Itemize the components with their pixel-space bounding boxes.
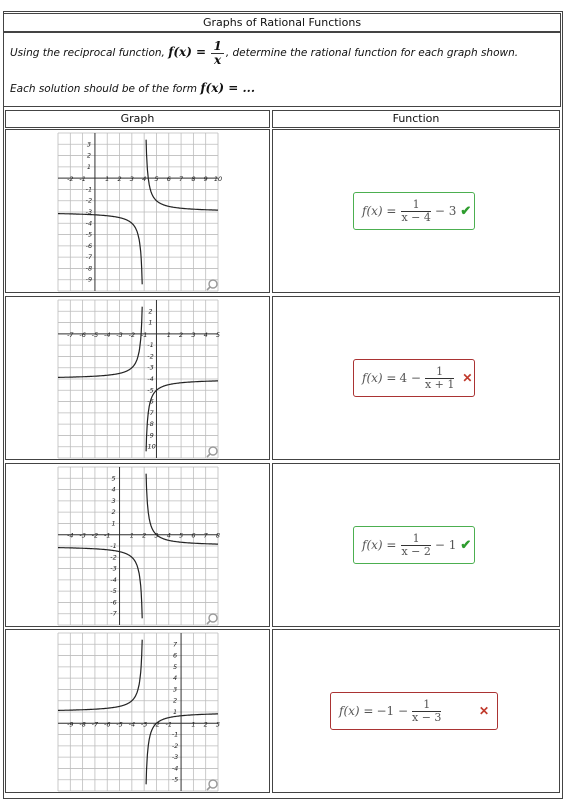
instruction-fx: f(x) = [168, 45, 207, 60]
answer-numerator: 1 [401, 533, 430, 546]
answer-numerator: 1 [401, 199, 430, 212]
form-note-fx: f(x) = ... [200, 81, 255, 95]
x-tick-label: -3 [116, 330, 123, 339]
y-tick-label: 2 [86, 151, 91, 160]
graph-cell [5, 463, 270, 627]
x-tick-label: 4 [166, 531, 171, 540]
x-tick-label: -6 [103, 720, 111, 729]
y-tick-label: 1 [111, 519, 116, 528]
x-tick-label: -6 [79, 330, 86, 339]
y-tick-label: 3 [173, 685, 178, 694]
x-tick-label: 5 [154, 175, 159, 184]
x-tick-label: 2 [179, 330, 184, 339]
grid [58, 633, 221, 791]
x-tick-label: 4 [142, 175, 147, 184]
y-tick-label: -8 [147, 420, 154, 429]
y-tick-label: -10 [145, 442, 156, 451]
y-tick-label: 1 [148, 318, 153, 327]
table-title: Graphs of Rational Functions [3, 13, 561, 32]
instruction-prefix: Using the reciprocal function, [10, 47, 169, 60]
x-tick-label: -4 [103, 330, 111, 339]
magnifier-icon[interactable] [207, 780, 217, 790]
x-tick-label: -1 [103, 531, 111, 540]
fraction-denominator: x [214, 52, 222, 67]
y-tick-label: -7 [110, 609, 117, 618]
x-tick-label: 3 [129, 175, 134, 184]
x-tick-label: 2 [203, 720, 208, 729]
answer-denominator: x − 4 [401, 210, 431, 224]
y-tick-label: -4 [147, 375, 154, 383]
x-tick-label: 5 [215, 330, 221, 339]
check-icon: ✔ [460, 203, 472, 219]
answer-post: − 3 [434, 204, 457, 218]
x-tick-label: 8 [215, 531, 221, 540]
y-tick-label: -1 [85, 185, 93, 194]
x-tick-label: -1 [165, 720, 173, 729]
answer-fraction [401, 199, 430, 223]
x-tick-label: -4 [67, 531, 74, 540]
x-tick-label: -2 [91, 531, 99, 540]
fraction-numerator: 1 [213, 39, 222, 53]
instruction-text [10, 40, 518, 66]
grid [58, 467, 221, 625]
x-tick-label: -5 [116, 720, 123, 729]
y-tick-label: -6 [85, 241, 93, 250]
y-tick-label: -5 [171, 775, 179, 784]
graph-plot [6, 130, 269, 292]
x-tick-label: 3 [154, 531, 159, 540]
x-tick-label: 5 [179, 531, 184, 540]
y-tick-label: -6 [147, 397, 154, 406]
y-tick-label: -7 [85, 253, 93, 262]
y-tick-label: -5 [110, 587, 117, 596]
x-tick-label: 1 [129, 531, 134, 540]
grid [58, 300, 221, 458]
x-tick-label: 2 [142, 531, 147, 540]
y-tick-label: -5 [85, 230, 93, 239]
answer-pre: −1 − [376, 704, 409, 718]
x-tick-label: 3 [215, 720, 221, 729]
cross-icon: ✕ [462, 371, 473, 385]
y-tick-label: 4 [111, 485, 116, 494]
answer-box[interactable] [353, 192, 475, 230]
y-tick-label: -1 [110, 542, 117, 550]
x-tick-label: 2 [117, 175, 122, 184]
answer-denominator: x − 3 [412, 710, 442, 724]
y-tick-label: 4 [173, 674, 178, 683]
y-tick-label: 2 [173, 696, 178, 705]
y-tick-label: -1 [171, 730, 179, 739]
y-tick-label: -4 [110, 575, 117, 584]
x-tick-label: 7 [203, 531, 208, 540]
x-tick-label: 1 [105, 175, 110, 184]
x-tick-label: 8 [191, 175, 196, 184]
y-tick-label: -3 [147, 363, 154, 372]
answer-numerator: 1 [425, 366, 454, 379]
x-tick-label: -3 [79, 531, 86, 540]
x-tick-label: -2 [67, 175, 74, 184]
y-tick-label: 2 [148, 307, 153, 316]
y-tick-label: -3 [85, 208, 93, 216]
answer-fraction [412, 699, 441, 723]
y-tick-label: 3 [86, 140, 91, 149]
graph-cell [5, 296, 270, 460]
y-tick-label: -7 [147, 408, 154, 417]
y-tick-label: 1 [173, 708, 178, 716]
y-tick-label: 1 [86, 162, 91, 171]
y-tick-label: -4 [171, 764, 179, 773]
y-tick-label: -2 [147, 352, 154, 361]
x-tick-label: -7 [91, 720, 99, 729]
magnifier-icon[interactable] [207, 614, 217, 624]
y-tick-label: -2 [110, 553, 117, 562]
graph-plot [6, 464, 269, 626]
x-tick-label: -4 [128, 720, 136, 729]
function-cell [272, 129, 560, 293]
y-tick-label: -1 [147, 341, 154, 350]
y-tick-label: -2 [171, 741, 179, 750]
graph-plot [6, 630, 269, 792]
answer-lhs: f(x) = [362, 371, 397, 385]
answer-fraction [401, 533, 430, 557]
x-tick-label: -3 [140, 720, 148, 729]
answer-denominator: x − 2 [401, 544, 431, 558]
column-header-function: Function [272, 110, 560, 128]
x-tick-label: -7 [67, 330, 74, 339]
x-tick-label: 4 [203, 330, 208, 339]
y-tick-label: -6 [110, 598, 117, 607]
y-tick-label: -5 [147, 386, 154, 395]
function-cell [272, 296, 560, 460]
answer-lhs: f(x) = [339, 704, 374, 718]
y-tick-label: 5 [111, 474, 116, 483]
answer-box[interactable] [330, 692, 498, 730]
cross-icon: ✕ [478, 704, 489, 718]
graph-cell [5, 129, 270, 293]
x-tick-label: -1 [79, 175, 86, 184]
answer-post: − 1 [434, 538, 457, 552]
x-tick-label: -2 [128, 330, 136, 339]
answer-fraction [425, 366, 454, 390]
y-tick-label: -9 [147, 431, 154, 440]
instruction-suffix: , determine the rational function for each graph shown. [225, 47, 519, 60]
y-tick-label: 2 [111, 508, 116, 517]
column-header-graph: Graph [5, 110, 270, 128]
x-tick-label: -1 [140, 330, 148, 339]
y-tick-label: -9 [85, 275, 93, 284]
check-icon: ✔ [460, 537, 472, 553]
answer-lhs: f(x) = [362, 538, 397, 552]
grid [58, 133, 218, 291]
x-tick-label: -5 [91, 330, 99, 339]
function-cell [272, 629, 560, 793]
x-tick-label: 10 [213, 175, 223, 184]
x-tick-label: 1 [191, 720, 196, 729]
magnifier-icon[interactable] [207, 280, 217, 290]
magnifier-icon[interactable] [207, 447, 217, 457]
form-note [10, 81, 255, 95]
x-tick-label: 9 [203, 175, 208, 184]
function-cell [272, 463, 560, 627]
x-tick-label: -9 [67, 720, 74, 729]
y-tick-label: -3 [110, 564, 117, 573]
y-tick-label: -3 [171, 753, 179, 762]
x-tick-label: 6 [191, 531, 196, 540]
answer-box[interactable] [353, 359, 475, 397]
answer-numerator: 1 [412, 699, 441, 712]
x-tick-label: 3 [191, 330, 196, 339]
y-tick-label: -8 [85, 264, 93, 273]
graph-cell [5, 629, 270, 793]
x-tick-label: 6 [166, 175, 171, 184]
y-tick-label: 5 [173, 662, 178, 671]
answer-pre: 4 − [399, 371, 421, 385]
reciprocal-fraction [211, 40, 223, 66]
answer-denominator: x + 1 [424, 377, 455, 391]
y-tick-label: -4 [85, 219, 93, 228]
y-tick-label: 6 [173, 651, 178, 660]
y-tick-label: 7 [173, 640, 178, 649]
x-tick-label: 1 [166, 330, 171, 339]
instructions-panel [3, 32, 561, 107]
y-tick-label: -2 [85, 196, 93, 205]
x-tick-label: -8 [79, 720, 86, 729]
answer-lhs: f(x) = [362, 204, 397, 218]
graph-plot [6, 297, 269, 459]
y-tick-label: 3 [111, 496, 116, 505]
form-note-prefix: Each solution should be of the form [10, 83, 201, 95]
answer-box[interactable] [353, 526, 475, 564]
x-tick-label: 7 [179, 175, 184, 184]
x-tick-label: -2 [153, 720, 160, 729]
